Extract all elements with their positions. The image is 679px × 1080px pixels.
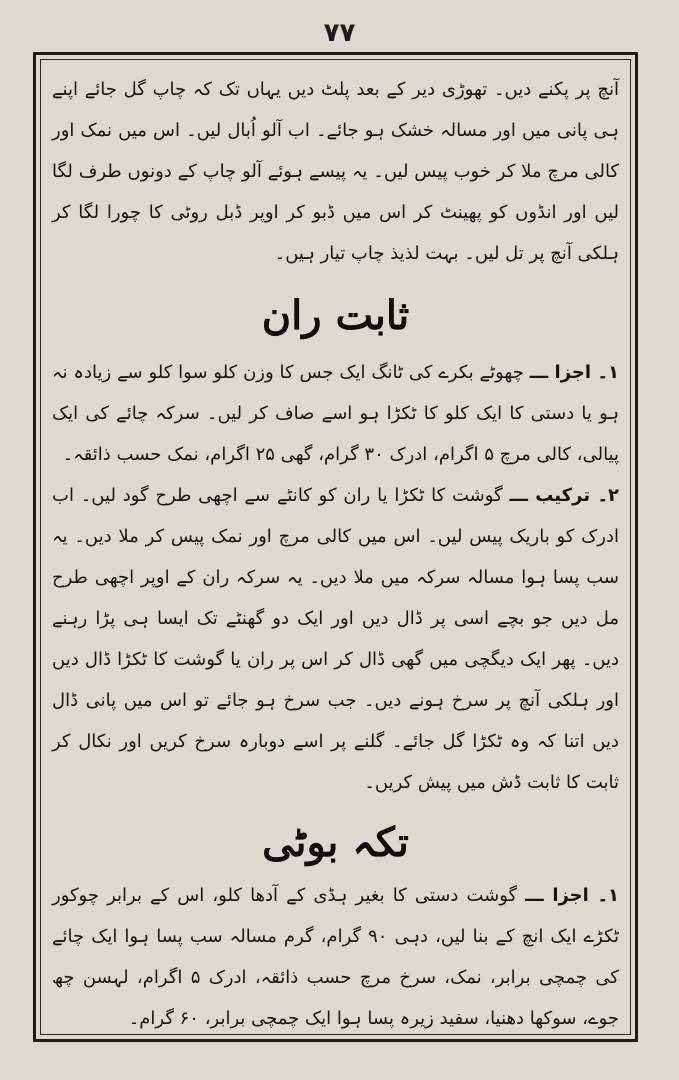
ingredients-text: چھوٹے بکرے کی ٹانگ ایک جس کا وزن کلو سوا کلو سے زیادہ نہ ہو یا دستی کا ایک کلو کا ٹکڑا ہو اسے صاف کر لیں۔ سرکہ چائے کی ایک پیالی، کالی مرچ ۵ اگرام، ادرک ۳۰ گرام، گھی ۲۵ اگرام، نمک حسب ذائقہ۔ xyxy=(52,362,619,465)
ingredients-label: ۱۔ اجزا ـــ xyxy=(525,885,620,906)
method-label: ۲۔ ترکیب ـــ xyxy=(509,485,619,506)
ingredients-text: گوشت دستی کا بغیر ہڈی کے آدھا کلو، اس کے برابر چوکور ٹکڑے ایک انچ کے بنا لیں، دہی ۹۰ گرام، گرم مسالہ سب پسا ہوا ایک چائے کی چمچی برابر، نمک، سرخ مرچ حسب ذائقہ، ادرک ۵ اگرام، لہسن چھ جوے، سوکھا دھنیا، سفید زیرہ پسا ہوا ایک چمچی برابر، ۶۰ گرام۔ xyxy=(52,885,619,1029)
page-border-frame xyxy=(33,52,638,1042)
recipe-title-tikka-boti: تکہ بوٹی xyxy=(262,819,409,866)
recipe-title-sabit-raan: ثابت ران xyxy=(261,292,410,339)
recipe1-method xyxy=(52,475,619,803)
intro-paragraph: آنچ پر پکنے دیں۔ تھوڑی دیر کے بعد پلٹ دیں یہاں تک کہ چاپ گل جائے اپنے ہی پانی میں اور مسالہ خشک ہو جائے۔ اب آلو اُبال لیں۔ اس میں نمک اور کالی مرچ ملا کر خوب پیس لیں۔ یہ پیسے ہوئے آلو چاپ کے دونوں طرف لگا لیں اور انڈوں کو پھینٹ کر اس میں ڈبو کر اوپر ڈبل روٹی کا چورا لگا کر ہلکی آنچ پر تل لیں۔ بہت لذیذ چاپ تیار ہیں۔ xyxy=(52,79,619,264)
page-content xyxy=(52,69,619,1039)
recipe1-ingredients xyxy=(52,352,619,475)
page-number: ۷۷ xyxy=(323,18,356,48)
recipe2-ingredients xyxy=(52,875,619,1039)
ingredients-label: ۱۔ اجزا ـــ xyxy=(529,362,619,383)
method-text: گوشت کا ٹکڑا یا ران کو کانٹے سے اچھی طرح گود لیں۔ اب ادرک کو باریک پیس لیں۔ اس میں کالی مرچ اور نمک پیس کر ملا دیں۔ یہ سب پسا ہوا مسالہ سرکہ میں ملا دیں۔ یہ سرکہ ران کے اوپر اچھی طرح مل دیں جو بچے اسی پر ڈال دیں اور ایک دو گھنٹے تک ایسا ہی پڑا رہنے دیں۔ پھر ایک دیگچی میں گھی ڈال کر اس پر ران یا گوشت کا ٹکڑا ڈال دیں اور ہلکی آنچ پر سرخ ہونے دیں۔ جب سرخ ہو جائے تو اس میں پانی ڈال دیں اتنا کہ وہ ٹکڑا گل جائے۔ گلنے پر اسے دوبارہ سرخ کریں اور نکال کر ثابت کا ثابت ڈش میں پیش کریں۔ xyxy=(52,485,619,793)
